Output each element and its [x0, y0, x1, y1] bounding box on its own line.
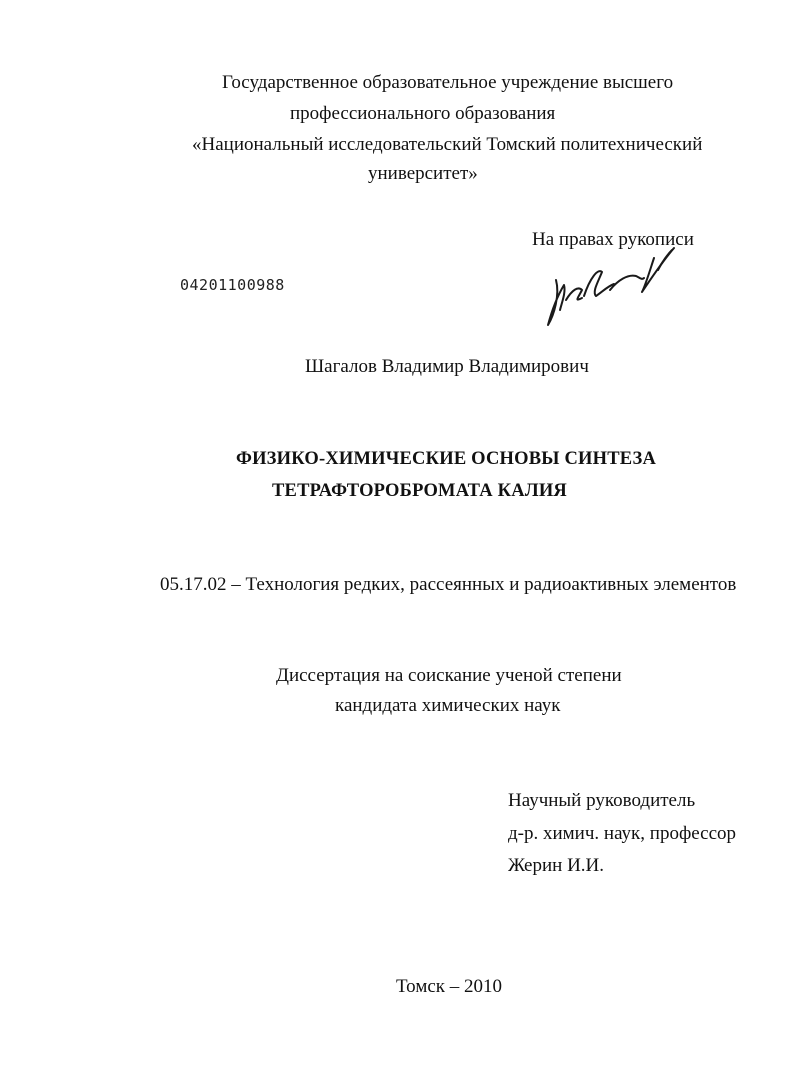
institution-line-2: профессионального образования — [290, 103, 556, 124]
institution-line-3: «Национальный исследовательский Томский политехнический — [192, 134, 703, 155]
dissertation-title-line-2: ТЕТРАФТОРОБРОМАТА КАЛИЯ — [272, 481, 567, 501]
supervisor-label: Научный руководитель — [508, 790, 696, 811]
supervisor-name: Жерин И.И. — [508, 855, 605, 876]
degree-line-2: кандидата химических наук — [335, 695, 561, 716]
catalog-number: 04201100988 — [180, 276, 285, 294]
supervisor-credentials: д-р. химич. наук, профессор — [508, 823, 737, 844]
institution-line-1: Государственное образовательное учреждение высшего — [222, 72, 674, 93]
handwritten-signature — [538, 240, 688, 330]
place-and-year: Томск – 2010 — [396, 976, 503, 997]
manuscript-rights-note: На правах рукописи — [532, 229, 694, 250]
dissertation-title-line-1: ФИЗИКО-ХИМИЧЕСКИЕ ОСНОВЫ СИНТЕЗА — [236, 449, 657, 469]
degree-line-1: Диссертация на соискание ученой степени — [276, 665, 622, 686]
institution-line-4: университет» — [368, 163, 478, 184]
author-name: Шагалов Владимир Владимирович — [305, 356, 589, 377]
specialty-code: 05.17.02 – Технология редких, рассеянных и радиоактивных элементов — [160, 574, 737, 595]
